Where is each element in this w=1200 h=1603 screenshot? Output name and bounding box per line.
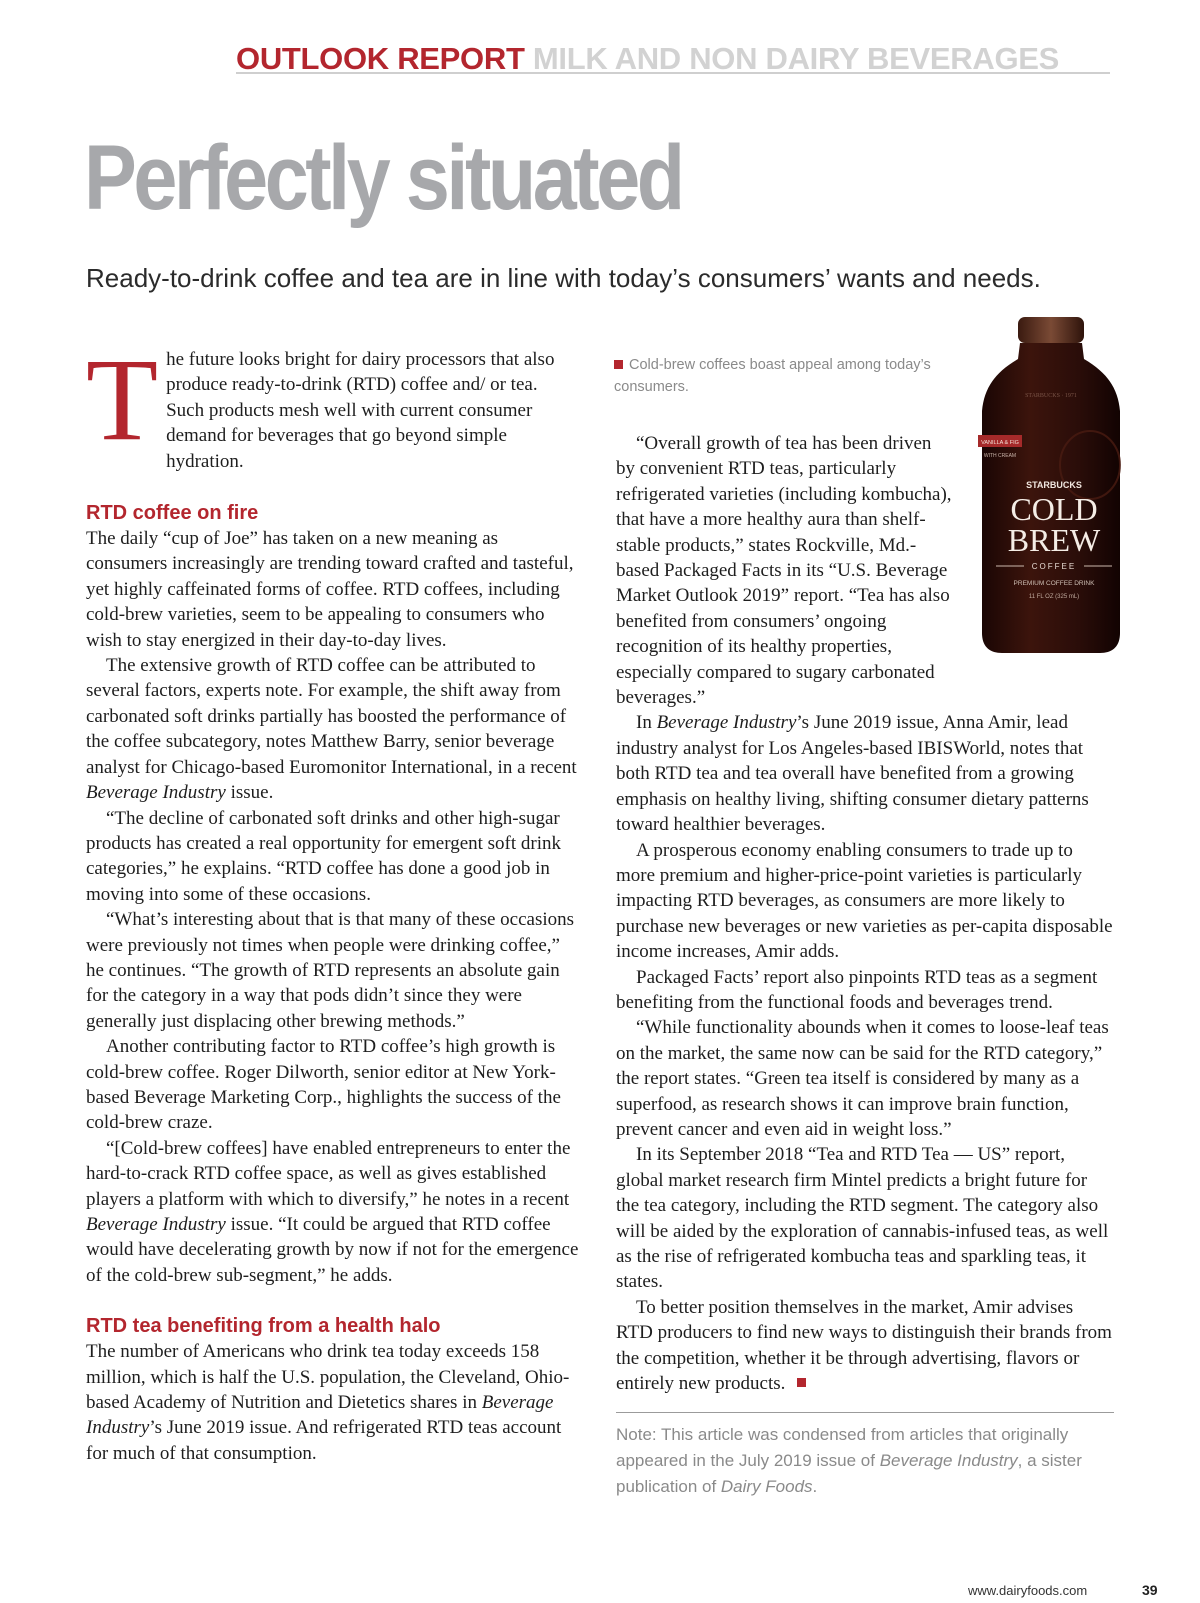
publication-name: Beverage Industry [656,712,797,734]
paragraph: In its September 2018 “Tea and RTD Tea — US” report, global market research firm Mintel predicts a bright future for the tea category, including the RTD segment. The category also will be aided by the exploration of cannabis-infused teas, as well as the rise of refrigerated kombucha teas and sparkling teas, it states. [616,1144,1109,1293]
svg-text:STARBUCKS · 1971: STARBUCKS · 1971 [1025,393,1077,399]
paragraph: The number of Americans who drink tea today exceeds 158 million, which is half the U.S. population, the Cleveland, Ohio-based Academy of Nutrition and Dietetics shares in Beverage Industry’s June 2019 issue. And refrigerated RTD teas account for much of that consumption. [86,1341,570,1464]
publication-name: Beverage Industry [86,782,226,804]
paragraph: “[Cold-brew coffees] have enabled entrepreneurs to enter the hard-to-crack RTD coffee space, as well as gives established players a platform with which to diversify,” he notes in a recent Beverage Industry issue. “It could be argued that RTD coffee would have decelerating growth by now if not for the emergence of the cold-brew sub-segment,” he adds. [86,1137,579,1286]
svg-text:WITH CREAM: WITH CREAM [983,453,1017,459]
paragraph: A prosperous economy enabling consumers to trade up to more premium and higher-price-point varieties is particularly impacting RTD beverages, as consumers are more likely to purchase new beverages or new varieties as per-capita disposable income increases, Amir adds. [616,839,1113,963]
svg-text:PREMIUM COFFEE DRINK: PREMIUM COFFEE DRINK [1013,580,1095,587]
caption-square-icon [614,360,623,369]
paragraph: The daily “cup of Joe” has taken on a new meaning as consumers increasingly are trending toward crafted and tasteful, yet highly caffeinated forms of coffee. RTD coffees, including cold-brew varieties, seem to be appealing to consumers who wish to stay energized in their day-to-day lives. [86,528,574,651]
editor-note: Note: This article was condensed from articles that originally appeared in the July 2019 issue of Beverage Industry, a sister publication of Dairy Foods. [616,1425,1082,1496]
photo-caption: Cold-brew coffees boast appeal among today’s consumers. [614,357,931,395]
section-header-grey: MILK AND NON DAIRY BEVERAGES [532,41,1060,76]
footer-url: www.dairyfoods.com [968,1583,1088,1598]
lead-paragraph [86,334,580,474]
svg-text:STARBUCKS: STARBUCKS [1026,480,1082,490]
svg-text:VANILLA & FIG: VANILLA & FIG [981,440,1019,446]
section-header-red: OUTLOOK REPORT [236,41,525,76]
svg-text:11 FL OZ (325 mL): 11 FL OZ (325 mL) [1028,594,1080,600]
paragraph: To better position themselves in the market, Amir advises RTD producers to find new ways to distinguish their brands from the competition, whether it be through advertising, flavors or entirely new products. [616,1296,1112,1395]
article-column-left [86,334,580,1466]
note-rule [616,1412,1114,1413]
drop-cap: T [86,334,159,465]
subhead-rtd-tea: RTD tea benefiting from a health halo [86,1315,441,1338]
page-number: 39 [1142,1582,1158,1598]
paragraph: In Beverage Industry’s June 2019 issue, Anna Amir, lead industry analyst for Los Angeles-based IBISWorld, notes that both RTD tea and tea overall have benefited from a growing emphasis on healthy living, shifting consumer dietary patterns toward healthier beverages. [616,712,1089,836]
publication-name: Beverage Industry [879,1451,1018,1470]
publication-name: Beverage Industry [86,1214,226,1235]
article-column-right [616,431,1114,1396]
lead-text: he future looks bright for dairy processors that also produce ready-to-drink (RTD) coffee and/ or tea. Such products mesh well with current consumer demand for beverages that go beyond simple hydration. [166,349,555,472]
publication-name: Dairy Foods [720,1477,813,1496]
paragraph: Another contributing factor to RTD coffee’s high growth is cold-brew coffee. Roger Dilworth, senior editor at New York-based Beverage Marketing Corp., highlights the success of the cold-brew craze. [86,1036,561,1134]
deck: Ready-to-drink coffee and tea are in line with today’s consumers’ wants and needs. [86,263,1041,293]
headline: Perfectly situated [84,127,682,229]
section-header [236,42,1059,76]
paragraph: “What’s interesting about that is that many of these occasions were previously not times when people were drinking coffee,” he continues. “The growth of RTD represents an absolute gain for the category in a way that pods didn’t since they were generally just displacing other brewing methods.” [86,909,575,1032]
paragraph: The extensive growth of RTD coffee can be attributed to several factors, experts note. For example, the shift away from carbonated soft drinks partially has boosted the performance of the coffee subcategory, notes Matthew Barry, senior beverage analyst for Chicago-based Euromonitor International, in a recent Beverage Industry issue. [86,655,577,804]
subhead-rtd-coffee: RTD coffee on fire [86,502,259,525]
paragraph: “Overall growth of tea has been driven by convenient RTD teas, particularly refrigerated varieties (including kombucha), that have a more healthy aura than shelf-stable products,” states Rockville, Md.-based Packaged Facts in its “U.S. Beverage Market Outlook 2019” report. “Tea has also benefited from consumers’ ongoing recognition of its healthy properties, especially compared to sugary carbonated beverages.” [616,433,952,709]
paragraph: “The decline of carbonated soft drinks and other high-sugar products has created a real opportunity for emergent soft drink categories,” he explains. “RTD coffee has done a good job in moving into some of these occasions. [86,807,562,905]
end-mark-icon [797,1378,806,1387]
publication-name: Beverage Industry [86,1392,554,1439]
svg-text:BREW: BREW [1007,522,1101,558]
svg-text:COFFEE: COFFEE [1031,562,1077,571]
paragraph: Packaged Facts’ report also pinpoints RTD teas as a segment benefiting from the functional foods and beverages trend. [616,966,1098,1013]
bottle-cap [1018,317,1084,343]
paragraph: “While functionality abounds when it comes to loose-leaf teas on the market, the same now can be said for the RTD category,” the report states. “Green tea itself is considered by many as a superfood, as research shows it can improve brain function, prevent cancer and even aid in weight loss.” [616,1017,1109,1140]
svg-text:COLD: COLD [1010,491,1098,527]
